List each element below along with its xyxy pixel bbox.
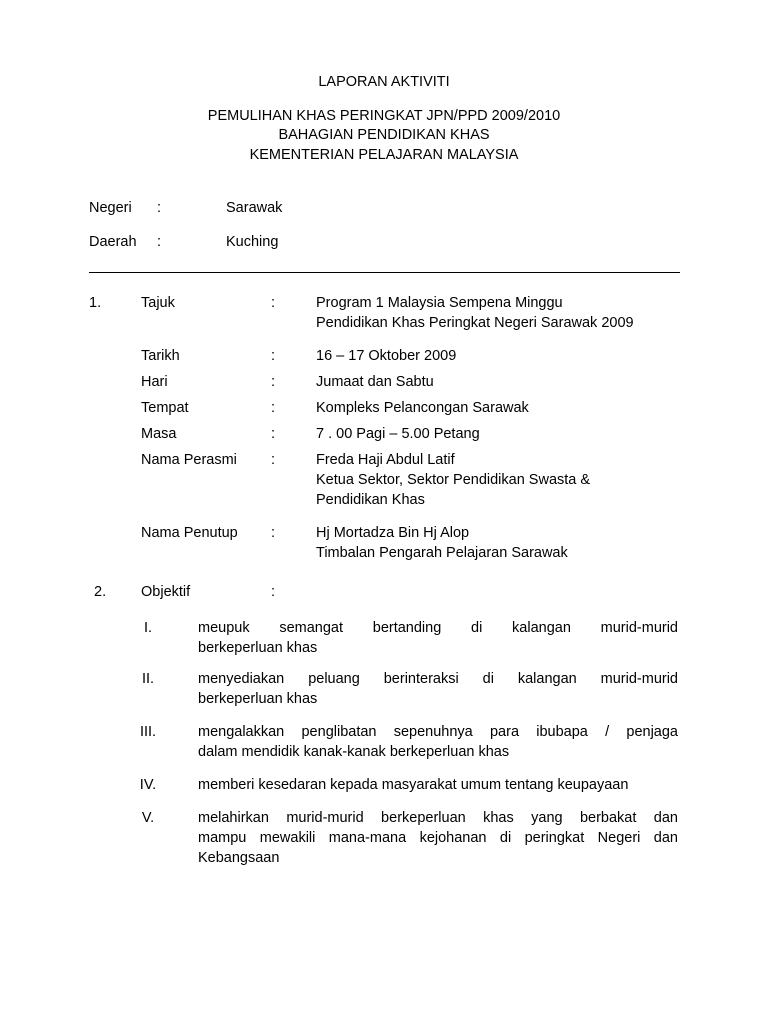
- penutup-value-line1: Hj Mortadza Bin Hj Alop: [316, 525, 470, 541]
- section-1-number: 1.: [89, 295, 102, 311]
- objective-numeral: I.: [143, 620, 153, 636]
- daerah-label: Daerah: [89, 234, 137, 250]
- section-2-number: 2.: [94, 584, 107, 600]
- perasmi-colon: :: [271, 452, 276, 468]
- objective-line: berkeperluan khas: [198, 691, 318, 707]
- perasmi-value-line3: Pendidikan Khas: [316, 492, 425, 508]
- objektif-label: Objektif: [141, 584, 191, 600]
- divider-line: [89, 272, 680, 273]
- hari-colon: :: [271, 374, 276, 390]
- penutup-value-line2: Timbalan Pengarah Pelajaran Sarawak: [316, 545, 568, 561]
- objective-numeral: II.: [141, 671, 155, 687]
- negeri-label: Negeri: [89, 200, 132, 216]
- objective-numeral: IV.: [139, 777, 157, 793]
- header-line-division: BAHAGIAN PENDIDIKAN KHAS: [278, 127, 490, 143]
- objective-line: Kebangsaan: [198, 850, 280, 866]
- objective-text: [198, 775, 678, 795]
- objective-line: mampu mewakili mana-mana kejohanan di peringkat Negeri dan: [198, 830, 678, 846]
- objective-text: [198, 722, 678, 762]
- objective-line: meupuk semangat bertanding di kalangan murid-murid: [198, 620, 678, 636]
- report-title: LAPORAN AKTIVITI: [318, 74, 450, 90]
- tajuk-value-line2: Pendidikan Khas Peringkat Negeri Sarawak 2009: [316, 315, 634, 331]
- masa-colon: :: [271, 426, 276, 442]
- objective-text: [198, 618, 678, 658]
- objective-line: mengalakkan penglibatan sepenuhnya para ibubapa / penjaga: [198, 724, 678, 740]
- perasmi-value-line1: Freda Haji Abdul Latif: [316, 452, 455, 468]
- penutup-colon: :: [271, 525, 276, 541]
- tempat-value: Kompleks Pelancongan Sarawak: [316, 400, 529, 416]
- daerah-colon: :: [157, 234, 162, 250]
- header-line-program: PEMULIHAN KHAS PERINGKAT JPN/PPD 2009/2010: [207, 108, 561, 124]
- objective-numeral: V.: [141, 810, 155, 826]
- penutup-label: Nama Penutup: [141, 525, 238, 541]
- hari-label: Hari: [141, 374, 168, 390]
- tempat-colon: :: [271, 400, 276, 416]
- masa-label: Masa: [141, 426, 177, 442]
- objective-text: [198, 669, 678, 709]
- tarikh-colon: :: [271, 348, 276, 364]
- objective-numeral: III.: [139, 724, 157, 740]
- masa-value: 7 . 00 Pagi – 5.00 Petang: [316, 426, 480, 442]
- objektif-colon: :: [271, 584, 276, 600]
- objective-line: memberi kesedaran kepada masyarakat umum tentang keupayaan: [198, 777, 629, 793]
- tarikh-value: 16 – 17 Oktober 2009: [316, 348, 457, 364]
- tajuk-colon: :: [271, 295, 276, 311]
- perasmi-label: Nama Perasmi: [141, 452, 237, 468]
- perasmi-value-line2: Ketua Sektor, Sektor Pendidikan Swasta &: [316, 472, 591, 488]
- tajuk-label: Tajuk: [141, 295, 175, 311]
- objective-line: berkeperluan khas: [198, 640, 318, 656]
- negeri-value: Sarawak: [226, 200, 283, 216]
- header-line-ministry: KEMENTERIAN PELAJARAN MALAYSIA: [249, 147, 519, 163]
- tempat-label: Tempat: [141, 400, 189, 416]
- objective-line: dalam mendidik kanak-kanak berkeperluan khas: [198, 744, 510, 760]
- objective-line: menyediakan peluang berinteraksi di kalangan murid-murid: [198, 671, 678, 687]
- objective-line: melahirkan murid-murid berkeperluan khas yang berbakat dan: [198, 810, 678, 826]
- tajuk-value-line1: Program 1 Malaysia Sempena Minggu: [316, 295, 563, 311]
- daerah-value: Kuching: [226, 234, 279, 250]
- negeri-colon: :: [157, 200, 162, 216]
- hari-value: Jumaat dan Sabtu: [316, 374, 434, 390]
- objective-text: [198, 808, 678, 868]
- tarikh-label: Tarikh: [141, 348, 180, 364]
